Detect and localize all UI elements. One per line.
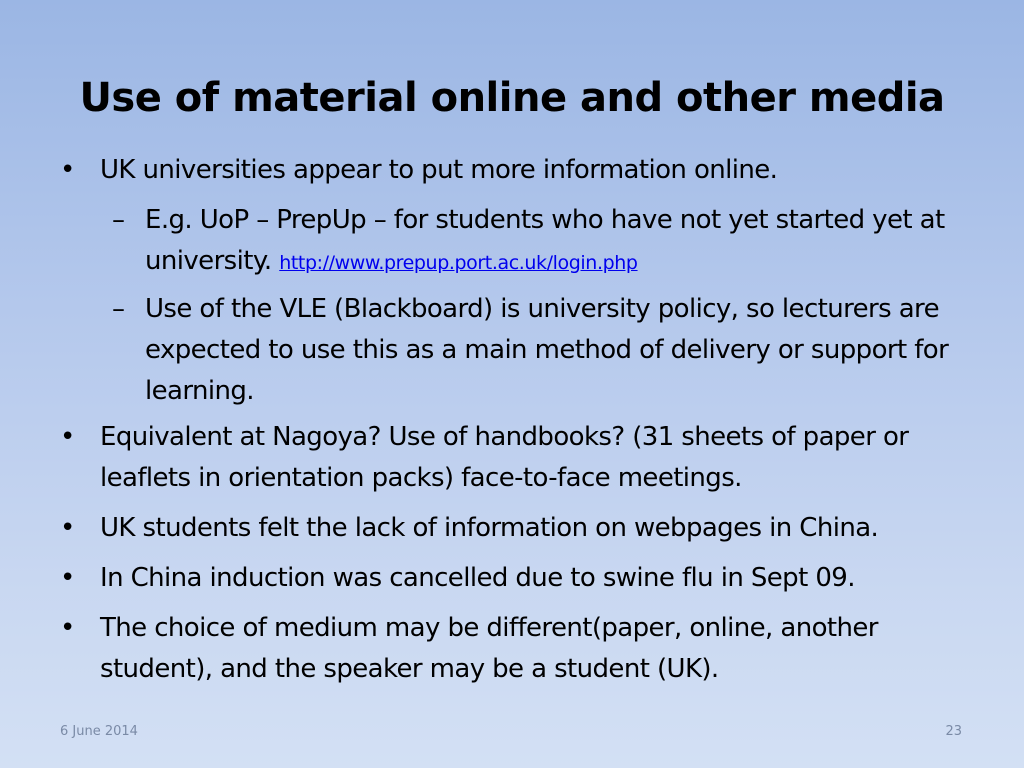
slide-content xyxy=(60,150,975,699)
bullet-text: In China induction was cancelled due to swine flu in Sept 09. xyxy=(100,563,855,593)
sub-bullet-text: Use of the VLE (Blackboard) is university policy, so lecturers are expected to use this as a main method of delivery or support for learning. xyxy=(145,294,949,406)
page-number: 23 xyxy=(945,724,962,739)
sub-bullet-dash: – xyxy=(112,205,125,235)
prepup-link[interactable]: http://www.prepup.port.ac.uk/login.php xyxy=(279,252,638,274)
sub-bullet-item xyxy=(60,200,975,284)
bullet-dot: • xyxy=(60,613,75,643)
bullet-text: The choice of medium may be different(paper, online, another student), and the speaker may be a student (UK). xyxy=(100,613,878,684)
bullet-dot: • xyxy=(60,513,75,543)
bullet-item xyxy=(60,508,975,549)
slide-title: Use of material online and other media xyxy=(79,75,945,121)
bullet-text: UK students felt the lack of information on webpages in China. xyxy=(100,513,879,543)
bullet-dot: • xyxy=(60,155,75,185)
sub-bullet-item xyxy=(60,289,975,412)
sub-bullet-dash: – xyxy=(112,294,125,324)
bullet-item xyxy=(60,417,975,499)
footer-date: 6 June 2014 xyxy=(60,724,138,739)
sub-bullet-text: E.g. UoP – PrepUp – for students who have not yet started yet at university. xyxy=(145,205,945,276)
bullet-text: UK universities appear to put more information online. xyxy=(100,155,778,185)
bullet-item xyxy=(60,608,975,690)
bullet-dot: • xyxy=(60,563,75,593)
bullet-text: Equivalent at Nagoya? Use of handbooks? (31 sheets of paper or leaflets in orientation packs) face-to-face meetings. xyxy=(100,422,909,493)
bullet-dot: • xyxy=(60,422,75,452)
bullet-item xyxy=(60,558,975,599)
bullet-item xyxy=(60,150,975,191)
